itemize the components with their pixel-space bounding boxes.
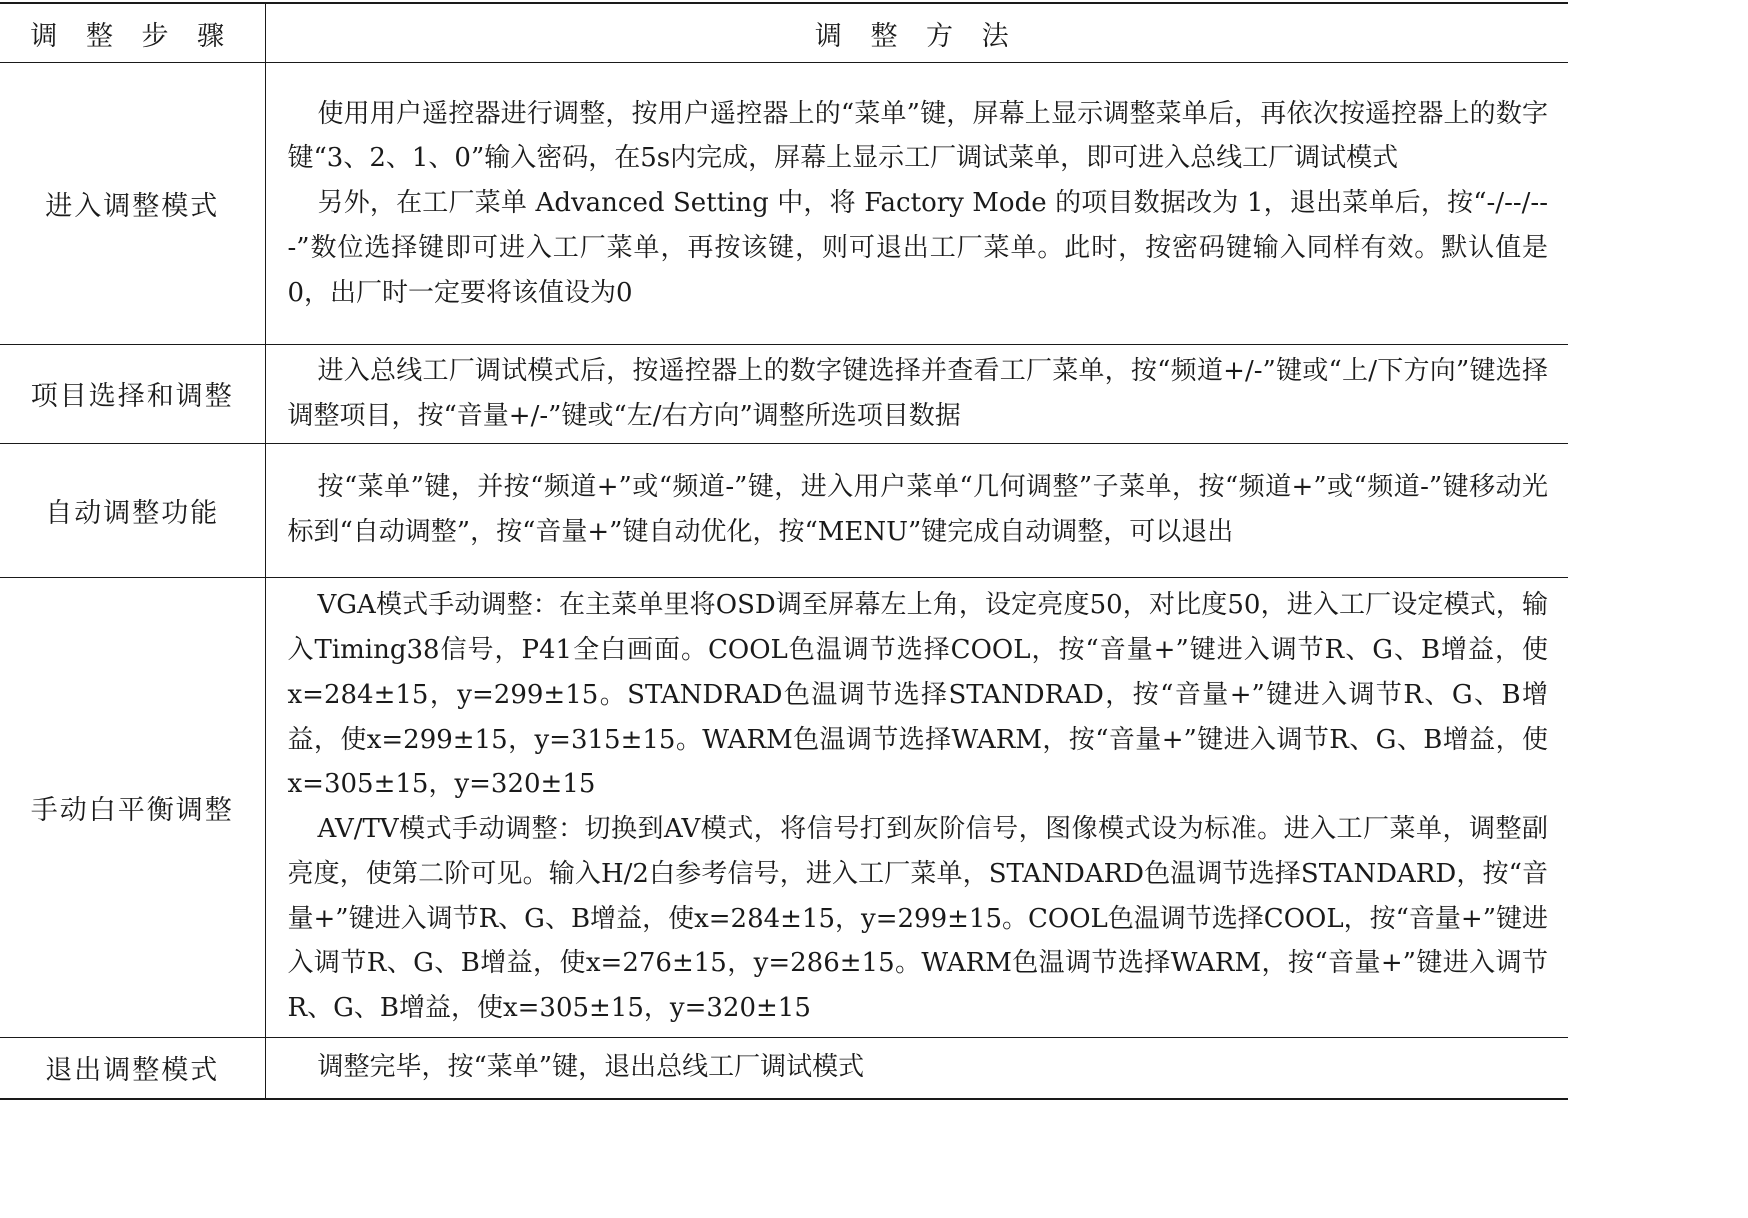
- method-paragraph: AV/TV模式手动调整：切换到AV模式，将信号打到灰阶信号，图像模式设为标准。进入工厂菜单，调整副亮度，使第二阶可见。输入H/2白参考信号，进入工厂菜单，STANDARD色温调节选择STANDARD，按“音量+”键进入调节R、G、B增益，使x=284±15，y=299±15。COOL色温调节选择COOL，按“音量+”键进入调节R、G、B增益，使x=276±15，y=286±15。WARM色温调节选择WARM，按“音量+”键进入调节R、G、B增益，使x=305±15，y=320±15: [287, 814, 1548, 1024]
- method-paragraph: 进入总线工厂调试模式后，按遥控器上的数字键选择并查看工厂菜单，按“频道+/-”键或“上/下方向”键选择调整项目，按“音量+/-”键或“左/右方向”调整所选项目数据: [287, 356, 1548, 431]
- method-cell: [265, 345, 1568, 444]
- step-cell: 进入调整模式: [0, 63, 265, 345]
- method-cell: [265, 1037, 1568, 1099]
- table-row: [0, 345, 1568, 444]
- method-paragraph: 按“菜单”键，并按“频道+”或“频道-”键，进入用户菜单“几何调整”子菜单，按“频道+”或“频道-”键移动光标到“自动调整”，按“音量+”键自动优化，按“MENU”键完成自动调整，可以退出: [287, 472, 1548, 548]
- step-cell: 项目选择和调整: [0, 345, 265, 444]
- step-cell: 自动调整功能: [0, 443, 265, 577]
- method-cell: [265, 63, 1568, 345]
- header-method: 调 整 方 法: [265, 3, 1568, 63]
- method-paragraph: 使用用户遥控器进行调整，按用户遥控器上的“菜单”键，屏幕上显示调整菜单后，再依次按遥控器上的数字键“3、2、1、0”输入密码，在5s内完成，屏幕上显示工厂调试菜单，即可进入总线工厂调试模式: [287, 98, 1548, 174]
- method-paragraph: 另外，在工厂菜单 Advanced Setting 中，将 Factory Mode 的项目数据改为 1，退出菜单后，按“-/--/---”数位选择键即可进入工厂菜单，再按该键，则可退出工厂菜单。此时，按密码键输入同样有效。默认值是0，出厂时一定要将该值设为0: [287, 188, 1548, 308]
- header-step: 调 整 步 骤: [0, 3, 265, 63]
- table-row: [0, 443, 1568, 577]
- table-row: [0, 577, 1568, 1037]
- method-cell: [265, 577, 1568, 1037]
- adjustment-table: [0, 2, 1568, 1100]
- step-cell: 手动白平衡调整: [0, 577, 265, 1037]
- method-cell: [265, 443, 1568, 577]
- step-cell: 退出调整模式: [0, 1037, 265, 1099]
- table-row: [0, 63, 1568, 345]
- table-row: [0, 1037, 1568, 1099]
- method-paragraph: 调整完毕，按“菜单”键，退出总线工厂调试模式: [317, 1052, 865, 1083]
- header-row: [0, 3, 1568, 63]
- method-paragraph: VGA模式手动调整：在主菜单里将OSD调至屏幕左上角，设定亮度50，对比度50，进入工厂设定模式，输入Timing38信号，P41全白画面。COOL色温调节选择COOL，按“音量+”键进入调节R、G、B增益，使x=284±15，y=299±15。STANDRAD色温调节选择STANDRAD，按“音量+”键进入调节R、G、B增益，使x=299±15，y=315±15。WARM色温调节选择WARM，按“音量+”键进入调节R、G、B增益，使x=305±15，y=320±15: [287, 590, 1548, 800]
